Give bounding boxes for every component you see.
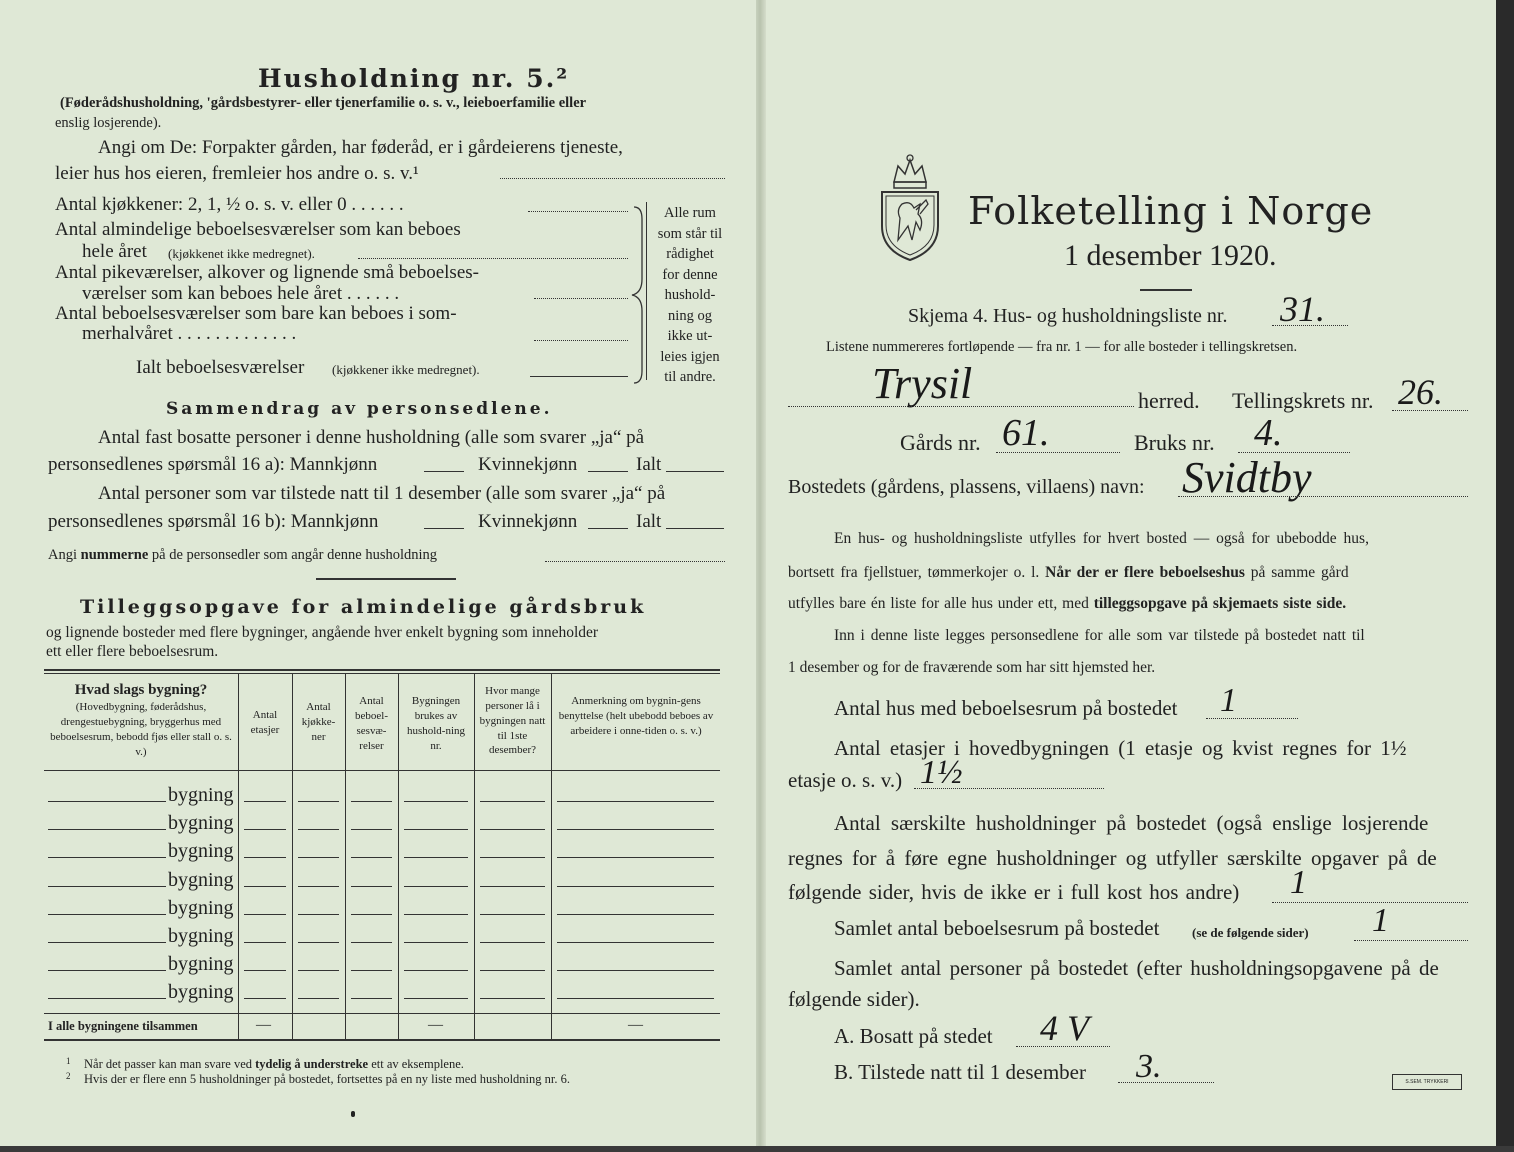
beboes-answer-line xyxy=(358,258,628,259)
tillegg-heading: Tilleggsopgave for almindelige gårdsbruk xyxy=(80,596,647,618)
info-line-5: 1 desember og for de fraværende som har sitt hjemsted her. xyxy=(788,659,1156,676)
info-line-1: En hus- og husholdningsliste utfylles for hvert bosted — også for ubebodde hus, xyxy=(834,530,1369,547)
cell-line xyxy=(480,801,545,802)
fast-line-2: personsedlenes spørsmål 16 a): Mannkjønn xyxy=(48,454,378,475)
form-title: Folketelling i Norge xyxy=(968,189,1374,233)
cell-line xyxy=(298,914,339,915)
table-rule xyxy=(44,673,720,674)
bracket-note-line: hushold- xyxy=(664,287,716,303)
row-label: bygning xyxy=(168,869,234,891)
norway-coat-of-arms-icon xyxy=(876,152,944,264)
cell-line xyxy=(404,914,468,915)
fast-kvinne-label: Kvinnekjønn xyxy=(478,454,578,475)
cell-line xyxy=(480,886,545,887)
hus-answer-line xyxy=(1206,718,1298,719)
bosatt-answer-line xyxy=(1016,1046,1110,1047)
info-line-3: utfylles bare én liste for alle hus under ett, med tilleggsopgave på skjemaets siste side. xyxy=(788,595,1347,612)
ialt-label: Ialt beboelsesværelser xyxy=(136,357,305,378)
table-col-rule xyxy=(238,674,239,1040)
bosted-label: Bostedets (gårdens, plassens, villaens) navn: xyxy=(788,476,1145,498)
info-line-4: Inn i denne liste legges personsedlene for alle som var tilstede på bostedet natt til xyxy=(834,627,1365,644)
samlet-rum-note: (se de følgende sider) xyxy=(1192,925,1309,940)
cell-line xyxy=(298,801,339,802)
building-name-line xyxy=(48,857,166,858)
kjokkener-label: Antal kjøkkener: 2, 1, ½ o. s. v. eller 0 . . . . . . xyxy=(55,194,404,215)
row-label: bygning xyxy=(168,953,234,975)
cell-line xyxy=(557,801,714,802)
brace-divider xyxy=(646,202,647,380)
building-name-line xyxy=(48,942,166,943)
header-anmerkning: Anmerkning om bygnin-gens benyttelse (helt ubebodd beboes av arbeidere i onne-tiden o. s. v.) xyxy=(558,695,714,737)
bosted-value: Svidtby xyxy=(1182,453,1312,502)
cell-line xyxy=(351,998,392,999)
cell-line xyxy=(298,829,339,830)
cell-line xyxy=(557,829,714,830)
footnote-1: Når det passer kan man svare ved tydelig å understreke ett av eksemplene. xyxy=(84,1057,464,1071)
pike-answer-line xyxy=(534,298,628,299)
herred-answer-line xyxy=(788,406,1134,407)
table-rule xyxy=(44,1039,720,1041)
building-name-line xyxy=(48,970,166,971)
curly-brace xyxy=(628,205,652,385)
etasjer-value: 1½ xyxy=(920,754,963,791)
cell-line xyxy=(298,857,339,858)
fast-line-1: Antal fast bosatte personer i denne husholdning (alle som svarer „ja“ på xyxy=(98,427,645,448)
scan-edge-bottom xyxy=(0,1146,1514,1152)
bracket-note-line: ning og xyxy=(668,307,712,324)
tellingskrets-value: 26. xyxy=(1398,372,1443,412)
table-rule xyxy=(44,1013,720,1014)
cell-line xyxy=(351,857,392,858)
cell-line xyxy=(480,829,545,830)
fast-ialt-label: Ialt xyxy=(636,454,662,475)
header-personer: Hvor mange personer lå i bygningen natt til 1ste desember? xyxy=(479,685,546,757)
cell-line xyxy=(298,886,339,887)
bracket-note-line: Alle rum xyxy=(664,205,716,221)
tillegg-sub-2: ett eller flere beboelsesrum. xyxy=(46,643,219,660)
total-dash: — xyxy=(256,1017,271,1033)
etasjer-line-2: etasje o. s. v.) xyxy=(788,768,903,792)
cell-line xyxy=(351,886,392,887)
building-name-line xyxy=(48,998,166,999)
bosted-answer-line xyxy=(1178,496,1468,497)
samlet-rum-answer-line xyxy=(1354,940,1468,941)
household-title: Husholdning nr. 5.² xyxy=(258,64,570,93)
cell-line xyxy=(404,829,468,830)
ialt-answer-line xyxy=(530,376,628,377)
cell-line xyxy=(480,914,545,915)
listene-note: Listene nummereres fortløpende — fra nr. 1 — for alle bosteder i tellingskretsen. xyxy=(826,339,1298,355)
row-label: bygning xyxy=(168,897,234,919)
table-col-rule xyxy=(345,674,346,1040)
cell-line xyxy=(480,942,545,943)
bracket-note-line: til andre. xyxy=(664,369,716,385)
footnote-2-number: 2 xyxy=(66,1071,71,1081)
cell-line xyxy=(244,886,286,887)
row-label: bygning xyxy=(168,840,234,862)
tilstede-kvinne-line xyxy=(588,528,628,529)
cell-line xyxy=(480,970,545,971)
cell-line xyxy=(557,914,714,915)
cell-line xyxy=(351,970,392,971)
saer-line-3: følgende sider, hvis de ikke er i full kost hos andre) xyxy=(788,880,1240,904)
cell-line xyxy=(244,914,286,915)
building-name-line xyxy=(48,829,166,830)
skjema-label: Skjema 4. Hus- og husholdningsliste nr. xyxy=(908,305,1228,327)
tilstede-line-1: Antal personer som var tilstede natt til 1 desember (alle som svarer „ja“ på xyxy=(98,483,666,504)
building-name-line xyxy=(48,801,166,802)
bosatt-label: A. Bosatt på stedet xyxy=(834,1024,993,1048)
footnote-2: Hvis der er flere enn 5 husholdninger på bostedet, fortsettes på en ny liste med husholdning nr. 6. xyxy=(84,1072,571,1086)
header-etasjer: Antal etasjer xyxy=(250,709,280,736)
gards-answer-line xyxy=(996,452,1120,453)
row-label: bygning xyxy=(168,812,234,834)
cell-line xyxy=(404,801,468,802)
etasjer-answer-line xyxy=(914,788,1104,789)
bruks-label: Bruks nr. xyxy=(1134,430,1215,455)
cell-line xyxy=(244,829,286,830)
herred-value: Trysil xyxy=(872,359,973,408)
tilstede-value: 3. xyxy=(1136,1048,1162,1085)
samlet-rum-value: 1 xyxy=(1372,902,1389,939)
sommer-label-2: merhalvåret . . . . . . . . . . . . . xyxy=(82,323,297,344)
cell-line xyxy=(351,942,392,943)
saer-line-1: Antal særskilte husholdninger på bostedet (også enslige losjerende xyxy=(834,811,1429,835)
nummerne-answer-line xyxy=(545,561,725,562)
tilstede-answer-line xyxy=(1118,1082,1214,1083)
ialt-label-small: (kjøkkener ikke medregnet). xyxy=(332,362,480,377)
tillegg-sub-1: og lignende bosteder med flere bygninger, angående hver enkelt bygning som inneholder xyxy=(46,624,599,641)
cell-line xyxy=(404,998,468,999)
cell-line xyxy=(404,970,468,971)
hus-value: 1 xyxy=(1220,682,1237,719)
census-date: 1 desember 1920. xyxy=(1064,239,1277,272)
skjema-answer-line xyxy=(1272,325,1348,326)
total-label: I alle bygningene tilsammen xyxy=(48,1019,198,1033)
cell-line xyxy=(298,970,339,971)
hus-label: Antal hus med beboelsesrum på bostedet xyxy=(834,696,1178,720)
sommer-label-1: Antal beboelsesværelser som bare kan beboes i som- xyxy=(55,303,457,324)
printer-stamp: S.SEM. TRYKKERI xyxy=(1392,1074,1462,1090)
sammendrag-heading: Sammendrag av personsedlene. xyxy=(166,399,553,419)
tilstede-kvinne-label: Kvinnekjønn xyxy=(478,511,578,532)
fast-ialt-line xyxy=(666,471,724,472)
table-rule xyxy=(44,770,720,771)
ink-mark xyxy=(351,1111,355,1117)
bracket-note-line: ikke ut- xyxy=(667,328,713,344)
tilstede-ialt-line xyxy=(666,528,724,529)
page-fold xyxy=(756,0,766,1152)
herred-label: herred. xyxy=(1138,388,1200,413)
cell-line xyxy=(298,942,339,943)
cell-line xyxy=(404,942,468,943)
table-col-rule xyxy=(474,674,475,1040)
total-dash: — xyxy=(428,1017,443,1033)
kjokkener-answer-line xyxy=(528,211,628,212)
pike-label-2: værelser som kan beboes hele året . . . . . . xyxy=(82,283,400,304)
bracket-note-line: for denne xyxy=(662,266,718,283)
table-col-rule xyxy=(292,674,293,1040)
tilstede-ialt-label: Ialt xyxy=(636,511,662,532)
row-label: bygning xyxy=(168,784,234,806)
fast-kvinne-line xyxy=(588,471,628,472)
fast-mann-line xyxy=(424,471,464,472)
cell-line xyxy=(351,914,392,915)
samlet-pers-line-2: følgende sider). xyxy=(788,987,920,1011)
footnote-1-number: 1 xyxy=(66,1056,71,1066)
row-label: bygning xyxy=(168,925,234,947)
cell-line xyxy=(244,942,286,943)
section-divider xyxy=(316,578,456,580)
tellingskrets-answer-line xyxy=(1392,410,1468,411)
header-building-type: Hvad slags bygning? (Hovedbygning, føderådshus, drengestuebygning, bryggerhus med beboelsesrum, bebodd fjøs eller stall o. s. v.) xyxy=(50,682,232,758)
scan-edge-right xyxy=(1496,0,1514,1152)
sommer-answer-line xyxy=(534,340,628,341)
header-husholdning-nr: Bygningen brukes av hushold-ning nr. xyxy=(406,695,466,752)
saer-line-2: regnes for å føre egne husholdninger og utfyller særskilte opgaver på de xyxy=(788,846,1437,870)
samlet-pers-line-1: Samlet antal personer på bostedet (efter husholdningsopgavene på de xyxy=(834,956,1439,980)
household-subtitle-1: (Føderådshusholdning, 'gårdsbestyrer- eller tjenerfamilie o. s. v., leieboerfamilie eller xyxy=(60,95,587,111)
tilstede-label: B. Tilstede natt til 1 desember xyxy=(834,1060,1086,1084)
beboes-label-1: Antal almindelige beboelsesværelser som kan beboes xyxy=(55,219,461,240)
total-dash: — xyxy=(628,1017,643,1033)
bracket-note-line: som står til xyxy=(657,225,723,242)
header-beboelsesvaerelser: Antal beboel-sesvæ-relser xyxy=(355,695,388,752)
bosatt-value: 4 V xyxy=(1040,1008,1089,1048)
angi-line-1: Angi om De: Forpakter gården, har føderåd, er i gårdeierens tjeneste, xyxy=(98,137,623,158)
cell-line xyxy=(244,801,286,802)
table-col-rule xyxy=(551,674,552,1040)
cell-line xyxy=(557,857,714,858)
cell-line xyxy=(480,998,545,999)
cell-line xyxy=(244,970,286,971)
gards-label: Gårds nr. xyxy=(900,430,981,455)
beboes-label-small: (kjøkkenet ikke medregnet). xyxy=(168,246,315,261)
household-subtitle-2: enslig losjerende). xyxy=(55,115,162,131)
table-rule xyxy=(44,669,720,671)
cell-line xyxy=(557,970,714,971)
tellingskrets-label: Tellingskrets nr. xyxy=(1232,388,1374,413)
cell-line xyxy=(557,942,714,943)
bracket-note-line: rådighet xyxy=(666,246,714,262)
pike-label-1: Antal pikeværelser, alkover og lignende små beboelses- xyxy=(55,262,479,283)
skjema-value: 31. xyxy=(1280,289,1325,329)
saer-value: 1 xyxy=(1290,864,1307,901)
etasjer-line-1: Antal etasjer i hovedbygningen (1 etasje og kvist regnes for 1½ xyxy=(834,736,1407,760)
tilstede-line-2: personsedlenes spørsmål 16 b): Mannkjønn xyxy=(48,511,379,532)
table-col-rule xyxy=(398,674,399,1040)
angi-line-2: leier hus hos eieren, fremleier hos andre o. s. v.¹ xyxy=(55,163,419,184)
header-kjokkener: Antal kjøkke-ner xyxy=(301,701,336,743)
cell-line xyxy=(298,998,339,999)
row-label: bygning xyxy=(168,981,234,1003)
saer-answer-line xyxy=(1272,902,1468,903)
samlet-rum-label: Samlet antal beboelsesrum på bostedet xyxy=(834,916,1160,940)
cell-line xyxy=(351,801,392,802)
cell-line xyxy=(557,886,714,887)
cell-line xyxy=(404,857,468,858)
tilstede-mann-line xyxy=(424,528,464,529)
bruks-value: 4. xyxy=(1254,412,1283,454)
building-name-line xyxy=(48,914,166,915)
cell-line xyxy=(557,998,714,999)
nummerne-line: Angi nummerne på de personsedler som angår denne husholdning xyxy=(48,547,438,563)
bracket-note-line: leies igjen xyxy=(660,348,720,365)
gards-value: 61. xyxy=(1002,412,1050,454)
title-divider xyxy=(1140,289,1192,291)
cell-line xyxy=(480,857,545,858)
cell-line xyxy=(244,857,286,858)
angi-answer-line xyxy=(500,178,725,179)
building-name-line xyxy=(48,886,166,887)
beboes-label-2: hele året xyxy=(82,241,147,262)
cell-line xyxy=(404,886,468,887)
cell-line xyxy=(351,829,392,830)
cell-line xyxy=(244,998,286,999)
bracket-note xyxy=(650,203,730,388)
info-line-2: bortsett fra fjellstuer, tømmerkojer o. l. Når der er flere beboelseshus på samme gård xyxy=(788,564,1349,581)
